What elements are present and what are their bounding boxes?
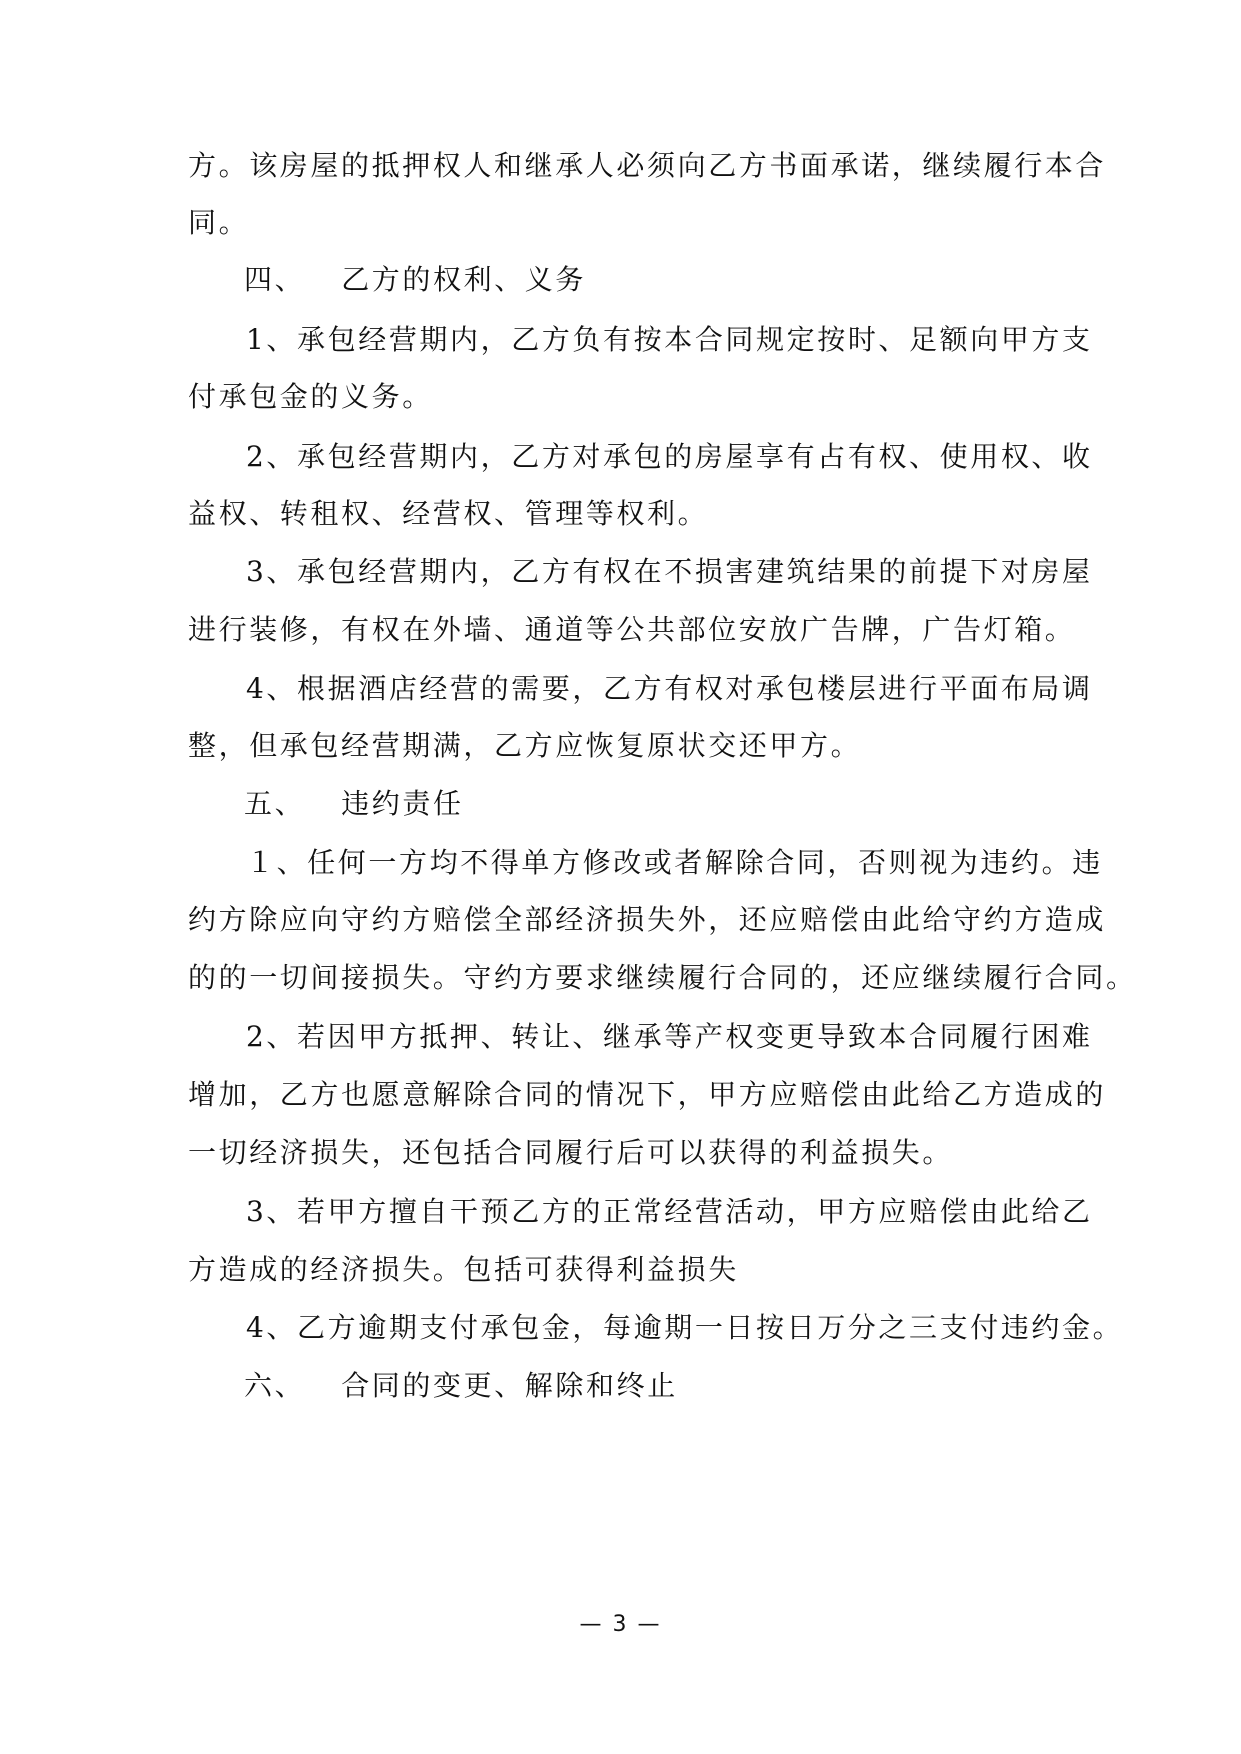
section-number: 四、 (244, 263, 306, 296)
paragraph-line: １、任何一方均不得单方修改或者解除合同，否则视为违约。违 (246, 846, 1103, 879)
paragraph-line: 的的一切间接损失。守约方要求继续履行合同的，还应继续履行合同。 (188, 961, 1137, 994)
section-title: 违约责任 (341, 787, 464, 820)
paragraph-line: 整，但承包经营期满，乙方应恢复原状交还甲方。 (188, 729, 862, 762)
section-heading-4 (244, 262, 586, 298)
paragraph-line: 付承包金的义务。 (188, 380, 433, 413)
paragraph-line: 1、承包经营期内，乙方负有按本合同规定按时、足额向甲方支 (246, 323, 1093, 356)
section-number: 六、 (244, 1369, 306, 1402)
section-number: 五、 (244, 787, 306, 820)
paragraph-line: 约方除应向守约方赔偿全部经济损失外，还应赔偿由此给守约方造成 (188, 903, 1107, 936)
section-heading-5 (244, 786, 464, 822)
paragraph-line: 4、根据酒店经营的需要，乙方有权对承包楼层进行平面布局调 (246, 672, 1093, 705)
paragraph-line: 3、承包经营期内，乙方有权在不损害建筑结果的前提下对房屋 (246, 555, 1093, 588)
paragraph-line: 2、若因甲方抵押、转让、继承等产权变更导致本合同履行困难 (246, 1020, 1093, 1053)
paragraph-line: 方。该房屋的抵押权人和继承人必须向乙方书面承诺，继续履行本合 (188, 149, 1107, 182)
paragraph-line: 一切经济损失，还包括合同履行后可以获得的利益损失。 (188, 1136, 954, 1169)
paragraph-line: 进行装修，有权在外墙、通道等公共部位安放广告牌，广告灯箱。 (188, 613, 1076, 646)
section-title: 合同的变更、解除和终止 (341, 1369, 678, 1402)
paragraph-line: 增加，乙方也愿意解除合同的情况下，甲方应赔偿由此给乙方造成的 (188, 1078, 1107, 1111)
paragraph-line: 4、乙方逾期支付承包金，每逾期一日按日万分之三支付违约金。 (246, 1311, 1124, 1344)
paragraph-line: 方造成的经济损失。包括可获得利益损失 (188, 1253, 739, 1286)
section-heading-6 (244, 1368, 678, 1404)
page-number: — 3 — (579, 1612, 662, 1637)
section-title: 乙方的权利、义务 (341, 263, 587, 296)
paragraph-line: 2、承包经营期内，乙方对承包的房屋享有占有权、使用权、收 (246, 440, 1093, 473)
paragraph-line: 益权、转租权、经营权、管理等权利。 (188, 497, 709, 530)
paragraph-line: 同。 (188, 206, 250, 239)
paragraph-line: 3、若甲方擅自干预乙方的正常经营活动，甲方应赔偿由此给乙 (246, 1195, 1093, 1228)
